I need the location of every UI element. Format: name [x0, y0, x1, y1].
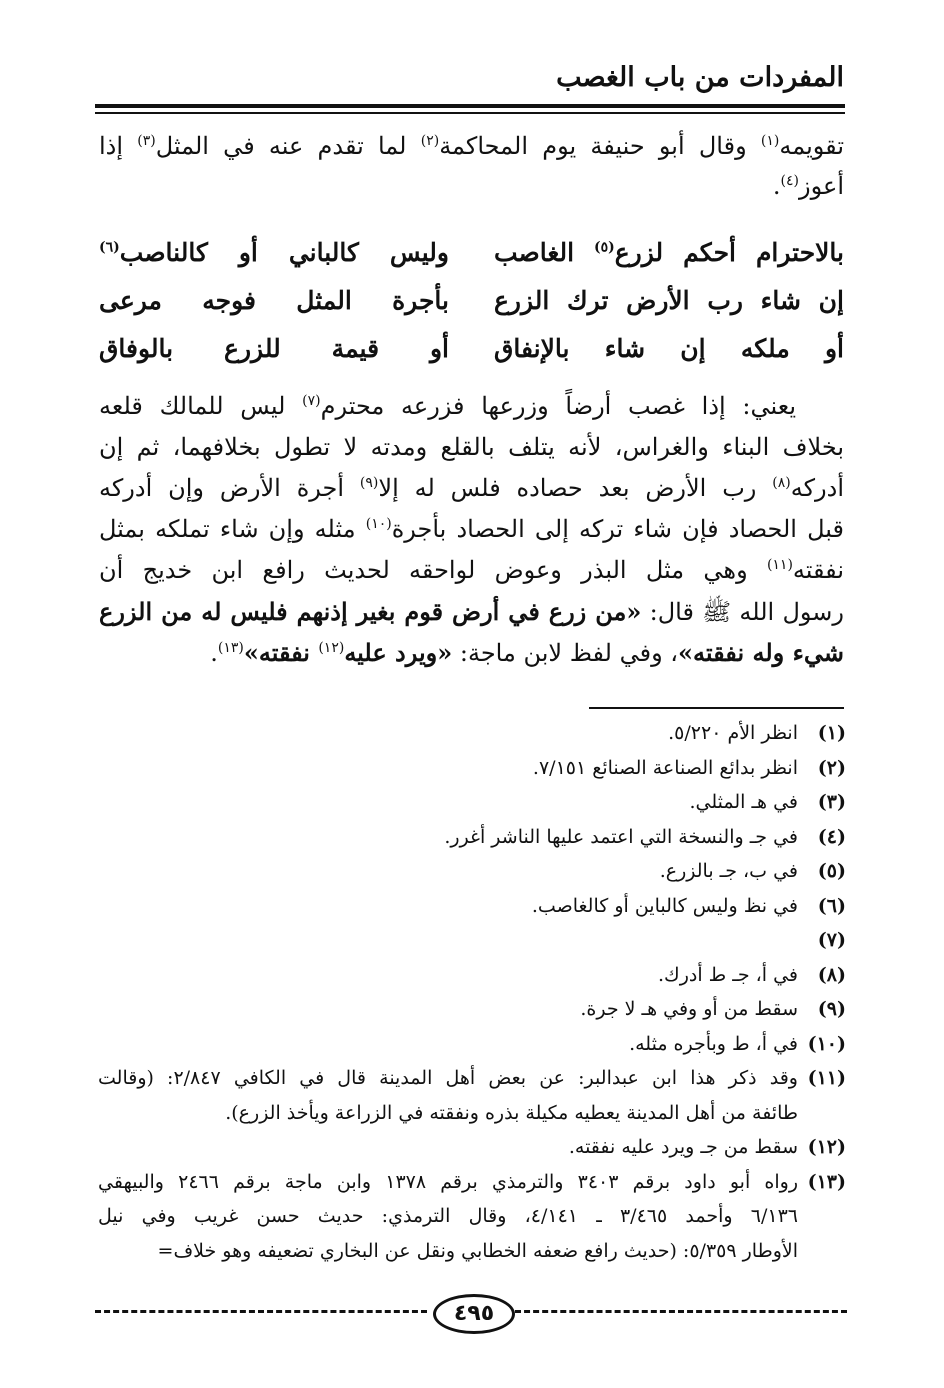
footnotes: [98, 716, 846, 1268]
hemistich-first: أو ملكه إن شاء بالإنفاق: [494, 333, 844, 363]
verse-text: الغاصب: [494, 237, 594, 267]
text-run: قبل الحصاد فإن شاء تركه إلى الحصاد بأجرة: [391, 515, 844, 543]
footnote-line: ٦/١٣٦ وأحمد ٣/٤٦٥ ـ ٤/١٤١، وقال الترمذي: حديث حسن غريب وفي نيل: [98, 1205, 798, 1227]
footnote-ref: (١): [760, 133, 780, 149]
text-line: [99, 509, 844, 550]
footnote-text: [98, 751, 798, 786]
hadith-quote: شيء وله نفقته»: [678, 638, 844, 667]
text-run: أجرة الأرض وإن أدركه: [99, 474, 360, 502]
footnote-text: [98, 716, 798, 751]
footnote-ref: (١١): [766, 557, 793, 573]
footnote-line: [98, 923, 798, 958]
footnote-number: (١١): [807, 1067, 846, 1089]
footnote-line: سقط من أو وفي هـ لا جرة.: [580, 998, 798, 1020]
footnote-text: [98, 889, 798, 924]
verse-text: وليس كالباني أو كالناصب: [119, 237, 449, 267]
footer-dashed-rule: [515, 1310, 847, 1313]
footnote: [98, 820, 846, 855]
footnote: [98, 958, 846, 993]
footnote-line: الأوطار ٥/٣٥٩: (حديث رافع ضعفه الخطابي ونقل عن البخاري تضعيفه وهو خلاف=: [157, 1239, 798, 1262]
footnote-text: [98, 785, 798, 820]
footnote-ref: (٩): [359, 475, 379, 491]
footnote: [98, 716, 846, 751]
text-run: ، وفي لفظ لابن ماجة:: [452, 639, 679, 667]
footnote: [98, 785, 846, 820]
footnote-ref: (٨): [772, 475, 791, 491]
footnote-separator: [589, 707, 844, 709]
text-run: رسول الله ﷺ قال:: [641, 598, 844, 626]
hadith-quote: نفقته»: [243, 638, 319, 667]
footer-dashed-rule: [95, 1310, 427, 1313]
hemistich-second: بأجرة المثل فوجه مرعى: [99, 285, 449, 315]
intro-text: إذا أعوز: [99, 132, 844, 200]
text-run: مثله وإن شاء تملكه بمثل: [99, 515, 366, 543]
page-number: ٤٩٥: [433, 1294, 515, 1334]
intro-paragraph: [99, 126, 844, 206]
verse-text: بالاحترام أحكم لزرع: [614, 237, 844, 267]
footnote: [98, 751, 846, 786]
footnote: [98, 923, 846, 958]
text-run: رب الأرض بعد حصاده فلس له إلا: [378, 474, 773, 502]
footnote-line: في أ، جـ ط أدرك.: [658, 963, 798, 986]
footnote-number: (٩): [817, 998, 846, 1020]
hemistich-second: أو قيمة للزرع بالوفاق: [99, 333, 449, 363]
footnote: [98, 889, 846, 924]
text-line: [99, 550, 844, 591]
footnote-number: (٥): [817, 860, 846, 882]
footnote-line: انظر بدائع الصناعة الصنائع ٧/١٥١.: [532, 756, 798, 779]
footnote-line: في نظ وليس كالباين أو كالغاصب.: [531, 894, 798, 917]
footnote-line: وقد ذكر هذا ابن عبدالبر: عن بعض أهل المدينة قال في الكافي ٢/٨٤٧: (وقالت: [98, 1067, 798, 1089]
footnote-line: في ب، جـ بالزرع.: [659, 860, 798, 882]
text-line: [99, 632, 844, 673]
text-line: ​ يعني: إذا غصب أرضاً وزرعها فزرعه محترم$^{(٧)}$ ليس للمالك قلعه: [99, 392, 845, 420]
text-run: .: [210, 639, 218, 667]
poem-verse: [99, 276, 844, 324]
footnote-ref: (٦): [99, 239, 120, 256]
footnote-number: (١٠): [807, 1032, 846, 1055]
text-run: نفقته: [792, 556, 844, 584]
text-line: بخلاف البناء والغراس، لأنه يتلف بالقلع ومدته لا تطول بخلافهما، ثم إن: [99, 433, 844, 461]
text-run: أدركه: [790, 474, 844, 502]
hemistich-first: إن شاء رب الأرض ترك الزرع: [494, 285, 844, 315]
text-run: يعني: إذا غصب أرضاً وزرعها فزرعه محترم: [320, 392, 797, 420]
page-footer: [95, 1292, 847, 1332]
footnote-number: (١): [817, 722, 846, 744]
footnote-line: في جـ والنسخة التي اعتمد عليها الناشر أغرر.: [444, 825, 798, 848]
poem: [99, 228, 844, 372]
footnote-text: [98, 854, 798, 889]
footnote-text: [98, 1027, 798, 1062]
footnote: [98, 1061, 846, 1130]
footnote-number: (١٣): [807, 1170, 846, 1193]
footnote: [98, 992, 846, 1027]
hadith-quote: «من زرع في أرض قوم بغير إذنهم فليس له من الزرع: [99, 597, 642, 626]
footnote-line: طائفة من أهل المدينة يعطيه مكيلة بذره ونفقته في الزراعة ويأخذ الزرع).: [225, 1101, 798, 1124]
footnote: [98, 1165, 846, 1269]
footnote-line: في أ، ط وبأجره مثله.: [629, 1032, 798, 1055]
footnote-line: سقط من جـ ويرد عليه نفقته.: [568, 1136, 798, 1158]
hemistich-second: [99, 238, 449, 267]
commentary-paragraph: [99, 386, 844, 673]
footnote-ref: (١٠): [365, 516, 392, 532]
text-line: [99, 468, 844, 509]
footnote-line: رواه أبو داود برقم ٣٤٠٣ والترمذي برقم ١٣٧٨ وابن ماجة برقم ٢٤٦٦ والبيهقي: [98, 1170, 799, 1193]
poem-verse: [99, 324, 844, 372]
footnote-text: [98, 958, 798, 993]
intro-text: وقال أبو حنيفة يوم المحاكمة: [439, 132, 761, 160]
footnote-ref: (٤): [780, 173, 800, 189]
footnote-number: (٤): [817, 825, 846, 848]
footnote-text: [98, 820, 798, 855]
hemistich-first: [494, 238, 844, 267]
footnote: [98, 1027, 846, 1062]
intro-text: لما تقدم عنه في المثل: [155, 132, 421, 160]
header-rule-thick: [95, 104, 845, 108]
header-rule-thin: [95, 112, 845, 114]
footnote-text: [98, 992, 798, 1027]
footnote-ref: (١٣): [217, 640, 244, 656]
footnote-line: في هـ المثلي.: [689, 791, 798, 813]
footnote-number: (١٢): [807, 1136, 846, 1158]
footnote-text: [98, 1130, 798, 1165]
footnote-ref: (٣): [137, 133, 156, 149]
poem-verse: [99, 228, 844, 276]
footnote-ref: (١٢): [318, 640, 345, 656]
intro-text: تقويمه: [779, 132, 844, 160]
hadith-quote: «ويرد عليه: [344, 638, 453, 667]
footnote-ref: (٧): [302, 393, 321, 409]
intro-text: .: [772, 172, 781, 200]
footnote-text: [98, 1165, 798, 1269]
footnote-number: (٨): [817, 963, 846, 986]
footnote-ref: (٥): [593, 239, 615, 256]
text-line: [99, 591, 844, 632]
footnote: [98, 1130, 846, 1165]
footnote-text: [98, 1061, 798, 1130]
footnote-number: (٦): [817, 894, 846, 917]
text-run: وهي مثل البذر وعوض لواحقه لحديث رافع ابن خديج أن: [99, 556, 767, 584]
footnote-line: انظر الأم ٥/٢٢٠.: [668, 722, 798, 744]
footnote-ref: (٢): [420, 133, 440, 149]
footnote-number: (٢): [817, 756, 846, 779]
footnote: [98, 854, 846, 889]
footnote-number: (٣): [817, 791, 846, 813]
footnote-text: [98, 923, 798, 958]
footnote-number: (٧): [817, 929, 846, 951]
running-title: المفردات من باب الغصب: [556, 62, 844, 93]
text-run: ليس للمالك قلعه: [99, 392, 303, 420]
